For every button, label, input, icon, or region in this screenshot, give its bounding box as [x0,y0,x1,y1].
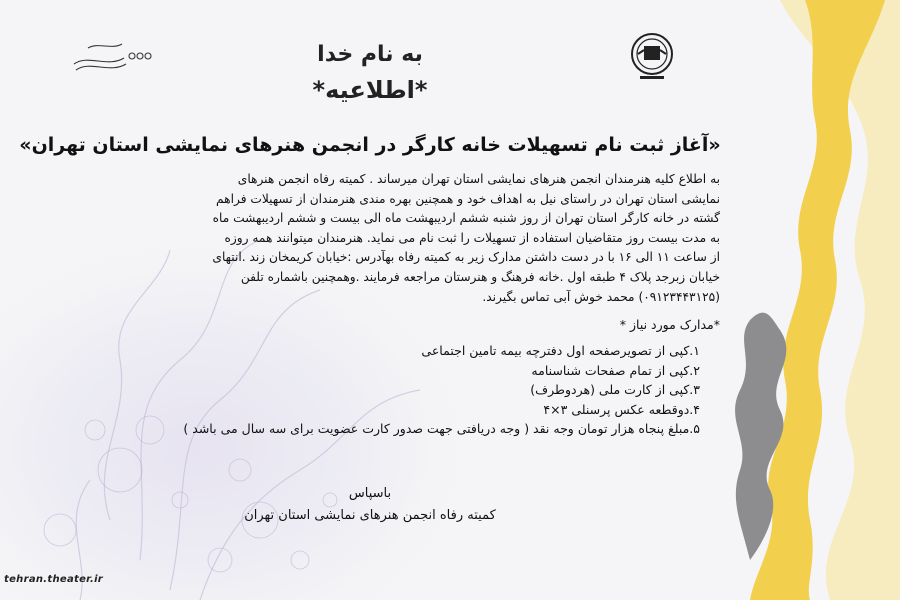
body-line: به اطلاع کلیه هنرمندان انجمن هنرهای نمایشی استان تهران میرساند . کمیته رفاه انجمن هنرهای [237,172,720,186]
required-documents-list [40,341,700,439]
closing-signature: کمیته رفاه انجمن هنرهای نمایشی استان تهران [244,508,496,523]
notice-title: *اطلاعیه* [312,76,428,104]
document-item: ۱.کپی از تصویرصفحه اول دفترچه بیمه تامین اجتماعی [421,343,700,358]
website-watermark: tehran.theater.ir [4,574,104,585]
document-item: ۵.مبلغ پنجاه هزار تومان وجه نقد ( وجه دریافتی جهت صدور کارت عضویت برای سه سال می باشد ) [183,421,700,437]
document-item: ۳.کپی از کارت ملی (هردوطرف) [530,382,700,398]
body-line: نمایشی استان تهران در راستای نیل به اهداف خود و همچنین بهره مندی هنرمندان از تسهیلات فراهم [216,191,720,206]
body-line: به مدت بیست روز متقاضیان استفاده از تسهیلات را ثبت نام می نماید. هنرمندان میتوانند همه روزه [224,230,720,245]
document-item: ۲.کپی از تمام صفحات شناسنامه [531,362,700,378]
body-line: گشته در خانه کارگر استان تهران از روز شنبه ششم اردیبهشت ماه الی بیست و ششم اردیبهشت ماه [212,211,720,226]
document-item: ۴.دوقطعه عکس پرسنلی ۳×۴ [543,401,700,417]
closing-thanks: باسپاس [348,486,392,501]
body-line: (۰۹۱۲۳۴۴۳۱۲۵) محمد خوش آبی تماس بگیرند. [482,289,720,304]
announcement-body [40,170,720,307]
required-documents-title: *مدارک مورد نیاز * [619,317,720,332]
body-line: از ساعت ۱۱ الی ۱۶ با در دست داشتن مدارک زیر به کمیته رفاه بهآدرس :خیابان کریمخان زند .انتهای [212,250,720,265]
body-line: خیابان زبرجد پلاک ۴ طبقه اول .خانه فرهنگ و هنرستان مراجعه فرمایند .وهمچنین باشماره تلفن [240,269,720,284]
bismillah-heading: به نام خدا [317,42,423,67]
headline: «آغاز ثبت نام تسهیلات خانه کارگر در انجمن هنرهای نمایشی استان تهران» [19,134,721,156]
